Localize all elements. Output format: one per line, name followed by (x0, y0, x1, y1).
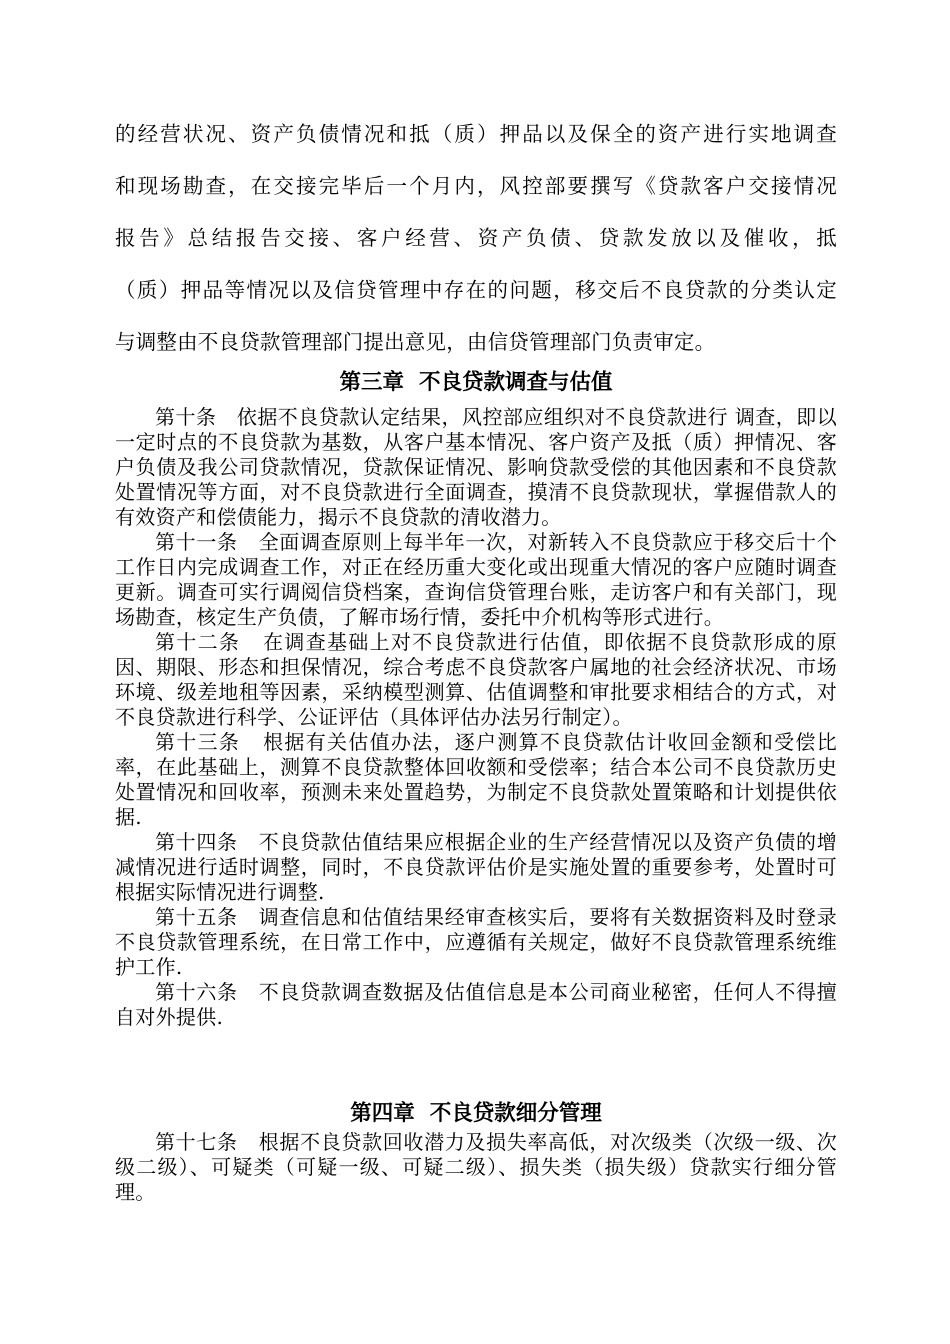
article-number: 第十三条 (155, 730, 241, 754)
chapter-3-heading: 第三章 不良贷款调查与估值 (339, 370, 613, 395)
intro-line: 和现场勘查，在交接完毕后一个月内，风控部要撰写《贷款客户交接情况 (115, 174, 837, 198)
article-13 (115, 730, 837, 830)
article-text: 不良贷款估值结果应根据企业的生产经营情况以及资产负债的增减情况进行适时调整，同时，不良贷款评估价是实施处置的重要参考，处置时可根据实际情况进行调整. (115, 830, 838, 904)
article-14 (115, 830, 837, 905)
intro-line: 与调整由不良贷款管理部门提出意见，由信贷管理部门负责审定。 (115, 330, 716, 354)
article-text: 调查信息和估值结果经审查核实后，要将有关数据资料及时登录不良贷款管理系统，在日常工作中，应遵循有关规定，做好不良贷款管理系统维护工作. (115, 905, 838, 979)
chapter-4-articles (115, 1130, 837, 1205)
article-text: 不良贷款调查数据及估值信息是本公司商业秘密，任何人不得擅自对外提供. (115, 980, 838, 1029)
article-number: 第十二条 (155, 630, 241, 654)
intro-line: 的经营状况、资产负债情况和抵（质）押品以及保全的资产进行实地调查 (115, 122, 837, 146)
article-number: 第十七条 (155, 1130, 238, 1154)
article-17 (115, 1130, 837, 1205)
article-text: 全面调查原则上每半年一次，对新转入不良贷款应于移交后十个工作日内完成调查工作，对正在经历重大变化或出现重大情况的客户应随时调查更新。调查可实行调阅信贷档案，查询信贷管理台账，走访客户和有关部门，现场勘查，核定生产负债，了解市场行情，委托中介机构等形式进行。 (115, 530, 838, 629)
article-text: 根据有关估值办法，逐户测算不良贷款估计收回金额和受偿比率，在此基础上，测算不良贷款整体回收额和受偿率；结合本公司不良贷款历史处置情况和回收率，预测未来处置趋势，为制定不良贷款处置策略和计划提供依据. (115, 730, 837, 829)
article-10 (115, 405, 837, 530)
article-text: 依据不良贷款认定结果，风控部应组织对不良贷款进行 调查，即以一定时点的不良贷款为基数，从客户基本情况、客户资产及抵（质）押情况、客户负债及我公司贷款情况，贷款保证情况、影响贷款受偿的其他因素和不良贷款处置情况等方面，对不良贷款进行全面调查，摸清不良贷款现状，掌握借款人的有效资产和偿债能力，揭示不良贷款的清收潜力。 (115, 405, 837, 529)
article-11 (115, 530, 837, 630)
article-number: 第十六条 (155, 980, 238, 1004)
article-number: 第十条 (155, 405, 217, 429)
chapter-4-heading: 第四章 不良贷款细分管理 (350, 1101, 602, 1126)
article-text: 在调查基础上对不良贷款进行估值，即依据不良贷款形成的原因、期限、形态和担保情况，综合考虑不良贷款客户属地的社会经济状况、市场环境、级差地租等因素，采纳模型测算、估值调整和审批要求相结合的方式，对不良贷款进行科学、公证评估（具体评估办法另行制定）。 (115, 630, 837, 729)
article-number: 第十四条 (155, 830, 238, 854)
intro-line: （质）押品等情况以及信贷管理中存在的问题，移交后不良贷款的分类认定 (115, 278, 837, 302)
article-16 (115, 980, 837, 1030)
article-number: 第十五条 (155, 905, 238, 929)
article-15 (115, 905, 837, 980)
article-number: 第十一条 (155, 530, 238, 554)
intro-paragraph (115, 108, 837, 368)
chapter-3-articles (115, 405, 837, 1030)
article-text: 根据不良贷款回收潜力及损失率高低，对次级类（次级一级、次级二级）、可疑类（可疑一级、可疑二级）、损失类（损失级）贷款实行细分管理。 (115, 1130, 838, 1204)
intro-line: 报告》总结报告交接、客户经营、资产负债、贷款发放以及催收，抵 (115, 226, 837, 250)
article-12 (115, 630, 837, 730)
